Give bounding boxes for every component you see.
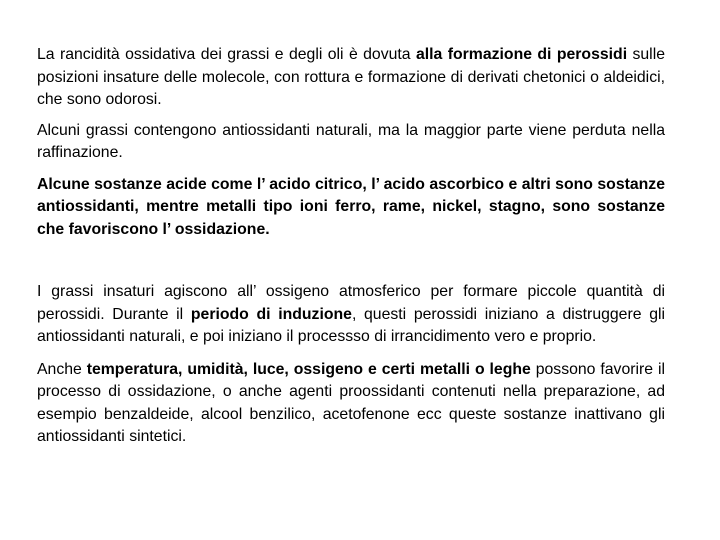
emphasis-text: periodo di induzione: [190, 305, 352, 323]
paragraph-text: sulle posizioni insature delle molecole, con rottura e formazione di derivati chetonici o aldeidici, che sono odorosi.: [37, 46, 665, 108]
paragraph-text: Anche: [37, 360, 87, 378]
paragraph-natural-antioxidants: [37, 120, 665, 165]
paragraph-rancidity: [37, 44, 665, 112]
paragraph-text: , questi perossidi iniziano a distruggere gli antiossidanti naturali, e poi iniziano il processso di irrancidimento vero e proprio.: [37, 305, 665, 345]
emphasis-text: alla formazione di perossidi: [415, 46, 628, 63]
paragraph-text: possono favorire il processo di ossidazione, o anche agenti proossidanti contenuti nella preparazione, ad esempio benzaldeide, alcool benzilico, acetofenone ecc queste sostanze inattivano gli antiossidanti sintetici.: [37, 360, 665, 445]
paragraph-text: I grassi insaturi agiscono all’ ossigeno atmosferico per formare piccole quantità di perossidi. Durante il: [37, 283, 665, 323]
paragraph-text: La rancidità ossidativa dei grassi e degli oli è dovuta: [37, 46, 416, 63]
document-body: [37, 44, 665, 449]
paragraph-induction-period: [37, 281, 665, 349]
paragraph-text: Alcune sostanze acide come l’ acido citrico, l’ acido ascorbico e altri sono sostanze antiossidanti, mentre metalli tipo ioni ferro, rame, nickel, stagno, sono sostanze che favoriscono l’ ossidazione.: [37, 175, 665, 238]
paragraph-oxidation-factors: [37, 359, 665, 449]
paragraph-acids-metals: [37, 174, 665, 242]
emphasis-text: temperatura, umidità, luce, ossigeno e certi metalli o leghe: [86, 360, 531, 378]
paragraph-text: Alcuni grassi contengono antiossidanti naturali, ma la maggior parte viene perduta nella raffinazione.: [37, 121, 665, 161]
